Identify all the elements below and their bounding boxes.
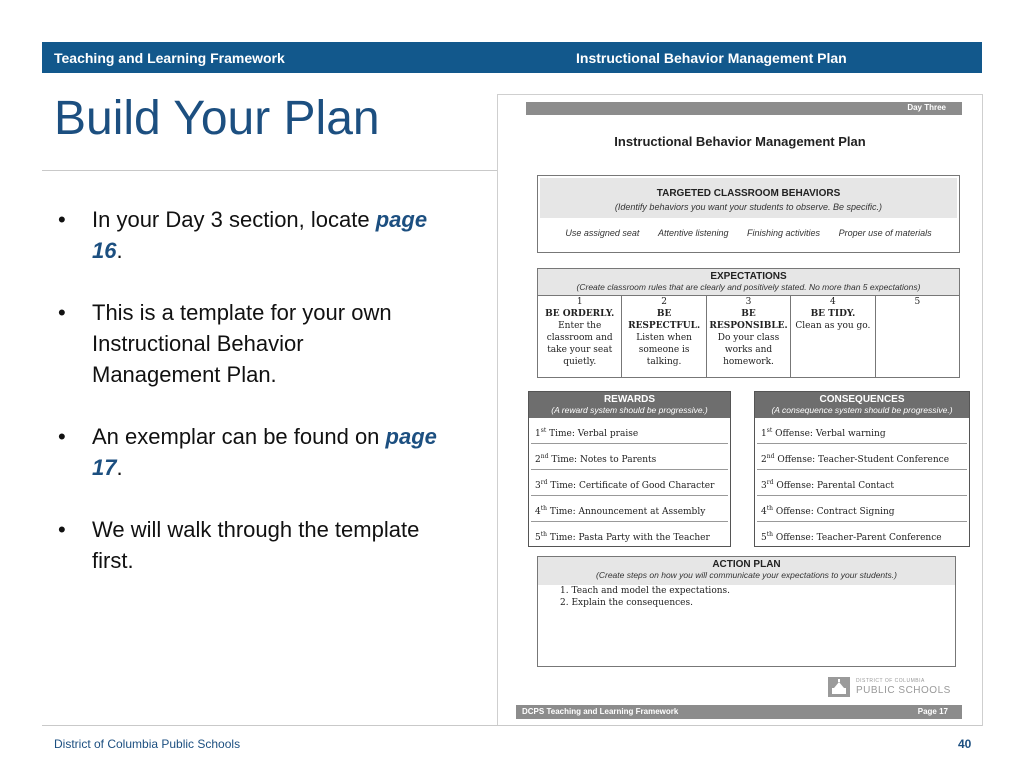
logo-line-1: DISTRICT OF COLUMBIA	[856, 678, 925, 684]
reward-row	[531, 444, 728, 470]
slide-title: Build Your Plan	[54, 92, 380, 145]
reward-row	[531, 470, 728, 496]
bullet-item	[58, 204, 438, 266]
reward-ordinal: 1st	[535, 427, 547, 439]
consequence-text: Offense: Teacher-Parent Conference	[773, 533, 942, 543]
reward-text: Time: Verbal praise	[546, 429, 639, 439]
bullet-emphasis: page 17	[92, 424, 437, 480]
rewards-box	[528, 391, 731, 547]
footer-organization: District of Columbia Public Schools	[54, 737, 241, 751]
expectations-box	[537, 268, 960, 378]
bullet-punct: .	[116, 455, 123, 480]
plan-document-image	[497, 94, 983, 726]
expectation-rule: BE ORDERLY.	[545, 309, 615, 319]
expectation-number: 4	[830, 297, 836, 307]
bullet-punct: .	[116, 238, 123, 263]
targeted-behaviors-header	[540, 178, 957, 218]
consequence-row	[757, 470, 967, 496]
targeted-behaviors-subheading: (Identify behaviors you want your students to observe. Be specific.)	[614, 202, 883, 212]
expectation-detail: Listen when someone is talking.	[636, 333, 692, 367]
header-left-title: Teaching and Learning Framework	[54, 50, 285, 66]
consequences-box	[754, 391, 970, 547]
reward-ordinal: 2nd	[535, 453, 549, 465]
expectation-detail: Enter the classroom and take your seat quietly.	[546, 321, 613, 367]
expectation-column	[876, 296, 959, 377]
header-bar	[42, 42, 982, 73]
document-title: Instructional Behavior Management Plan	[614, 134, 866, 149]
bullet-text: In your Day 3 section, locate	[92, 207, 376, 232]
expectation-column	[791, 296, 875, 377]
action-plan-heading: ACTION PLAN	[712, 559, 781, 570]
bullet-dot: •	[58, 517, 66, 542]
reward-row	[531, 522, 728, 548]
behavior-item: Attentive listening	[657, 228, 729, 238]
expectation-detail: Do your class works and homework.	[717, 333, 780, 367]
logo-line-2: PUBLIC SCHOOLS	[856, 685, 951, 696]
consequence-ordinal: 3rd	[761, 479, 774, 491]
day-label-bar	[526, 102, 962, 115]
behavior-item: Finishing activities	[747, 228, 821, 238]
consequence-text: Offense: Contract Signing	[773, 507, 895, 517]
bullet-text: This is a template for your own Instructional Behavior Management Plan.	[92, 300, 392, 387]
reward-text: Time: Announcement at Assembly	[547, 507, 706, 517]
consequence-text: Offense: Parental Contact	[773, 481, 894, 491]
expectations-header	[538, 269, 959, 296]
targeted-behaviors-heading: TARGETED CLASSROOM BEHAVIORS	[656, 188, 841, 199]
action-step: 1. Teach and model the expectations.	[560, 586, 731, 596]
consequence-text: Offense: Verbal warning	[772, 429, 886, 439]
consequences-subheading: (A consequence system should be progressive.)	[771, 405, 953, 415]
action-plan-steps	[538, 585, 955, 609]
behavior-item: Proper use of materials	[838, 228, 932, 238]
expectation-number: 5	[914, 297, 921, 307]
reward-ordinal: 3rd	[535, 479, 548, 491]
expectation-number: 1	[576, 297, 583, 307]
expectations-subheading: (Create classroom rules that are clearly and positively stated. No more than 5 expectations)	[576, 282, 921, 292]
expectation-number: 2	[661, 297, 667, 307]
bullet-emphasis: page 16	[92, 207, 428, 263]
expectation-column	[622, 296, 706, 377]
bullet-dot: •	[58, 207, 66, 232]
capitol-building-icon	[828, 677, 850, 697]
reward-row	[531, 496, 728, 522]
consequence-row	[757, 418, 967, 444]
dcps-logo	[828, 675, 952, 699]
reward-ordinal: 5th	[535, 531, 548, 543]
reward-ordinal: 4th	[535, 505, 548, 517]
expectation-rule: BE TIDY.	[810, 309, 856, 319]
action-plan-box	[537, 556, 956, 667]
behavior-item: Use assigned seat	[565, 228, 640, 238]
bullet-text: We will walk through the template first.	[92, 517, 420, 573]
expectation-rule: BE RESPECTFUL.	[628, 309, 701, 331]
consequence-row	[757, 522, 967, 548]
consequences-header	[755, 392, 969, 418]
slide-number: 40	[958, 737, 972, 751]
consequence-ordinal: 4th	[761, 505, 774, 517]
bullet-list	[58, 204, 438, 607]
consequence-row	[757, 444, 967, 470]
consequence-ordinal: 2nd	[761, 453, 775, 465]
reward-text: Time: Pasta Party with the Teacher	[547, 533, 710, 543]
bullet-item	[58, 421, 438, 483]
title-divider	[42, 170, 497, 171]
expectation-number: 3	[745, 297, 752, 307]
reward-row	[531, 418, 728, 444]
action-step: 2. Explain the consequences.	[560, 598, 693, 608]
reward-text: Time: Notes to Parents	[548, 455, 657, 465]
action-plan-header	[538, 557, 955, 585]
targeted-behaviors-items	[538, 228, 959, 238]
rewards-subheading: (A reward system should be progressive.)	[551, 405, 708, 415]
consequence-text: Offense: Teacher-Student Conference	[774, 455, 950, 465]
header-right-title: Instructional Behavior Management Plan	[576, 50, 847, 66]
expectation-rule: BE RESPONSIBLE.	[709, 309, 788, 331]
rewards-heading: REWARDS	[603, 394, 656, 405]
consequence-ordinal: 1st	[761, 427, 773, 439]
consequences-heading: CONSEQUENCES	[819, 394, 905, 405]
bullet-item	[58, 297, 438, 390]
bullet-dot: •	[58, 424, 66, 449]
bullet-text: An exemplar can be found on	[92, 424, 386, 449]
document-footer-page: Page 17	[917, 707, 948, 716]
rewards-header	[529, 392, 730, 418]
document-footer-left: DCPS Teaching and Learning Framework	[522, 707, 679, 716]
bullet-item	[58, 514, 438, 576]
expectations-heading: EXPECTATIONS	[710, 271, 787, 282]
expectations-columns	[538, 296, 959, 377]
reward-text: Time: Certificate of Good Character	[547, 481, 715, 491]
day-label: Day Three	[907, 103, 946, 112]
consequence-row	[757, 496, 967, 522]
consequence-ordinal: 5th	[761, 531, 774, 543]
expectation-column	[538, 296, 622, 377]
action-plan-subheading: (Create steps on how you will communicate your expectations to your students.)	[596, 570, 897, 580]
footer-divider	[42, 725, 982, 726]
expectation-column	[707, 296, 791, 377]
expectation-detail: Clean as you go.	[795, 321, 871, 331]
bullet-dot: •	[58, 300, 66, 325]
document-footer-bar	[516, 705, 962, 719]
targeted-behaviors-box	[537, 175, 960, 253]
